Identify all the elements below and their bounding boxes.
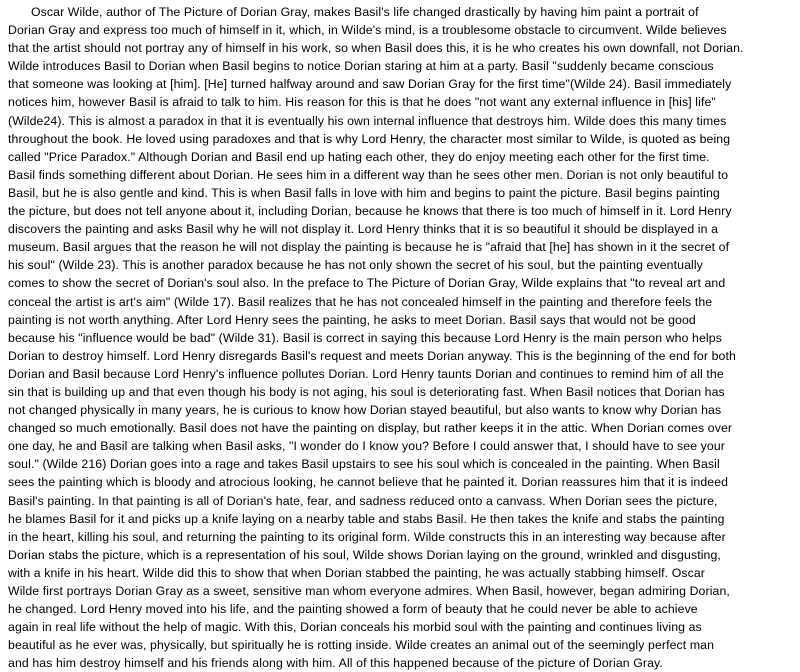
text-line: he changed. Lord Henry moved into his life, and the painting showed a form of beauty that he could never be able to achieve bbox=[8, 602, 698, 617]
text-line: discovers the painting and asks Basil why he will not display it. Lord Henry thinks that it is so beautiful it should be displayed in a bbox=[8, 222, 719, 237]
text-line: Basil's painting. In that painting is all of Dorian's hate, fear, and sadness reduced onto a canvass. When Dorian sees the picture, bbox=[8, 493, 718, 508]
text-line: throughout the book. He loved using paradoxes and that is why Lord Henry, the character most similar to Wilde, is quoted as being bbox=[8, 131, 731, 146]
text-line: conceal the artist is art's aim" (Wilde 17). Basil realizes that he has not concealed himself in the painting and therefore feels the bbox=[8, 294, 713, 309]
text-line: with a knife in his heart. Wilde did this to show that when Dorian stabbed the painting, he was actually stabbing himself. Oscar bbox=[8, 565, 706, 580]
text-line: not changed physically in many years, he is curious to know how Dorian stayed beautiful, but also wants to know why Dorian has bbox=[8, 403, 722, 418]
text-line: Wilde introduces Basil to Dorian when Basil begins to notice Dorian staring at him at a party. Basil "suddenly became conscious bbox=[8, 59, 714, 74]
text-line: Dorian and Basil because Lord Henry's influence pollutes Dorian. Lord Henry taunts Dorian and continues to remind him of all the bbox=[8, 366, 724, 381]
text-line: Basil, but he is also gentle and kind. This is when Basil falls in love with him and begins to paint the picture. Basil begins painting bbox=[8, 185, 720, 200]
text-line: he blames Basil for it and picks up a knife laying on a nearby table and stabs Basil. He then takes the knife and stabs the painting bbox=[8, 511, 725, 526]
text-line: museum. Basil argues that the reason he will not display the painting is because he is "afraid that [he] has shown in it the secret of bbox=[8, 240, 730, 255]
text-line: Wilde first portrays Dorian Gray as a sweet, sensitive man whom everyone admires. When Basil, however, began admiring Dorian, bbox=[8, 584, 730, 598]
text-line: one day, he and Basil are talking when Basil asks, "I wonder do I know you? Before I could answer that, I should have to see your bbox=[8, 439, 726, 454]
essay-paragraph bbox=[8, 3, 794, 672]
text-line: painting is not worth anything. After Lord Henry sees the painting, he asks to meet Dorian. Basil says that would not be good bbox=[8, 312, 696, 327]
text-line: that someone was looking at [him]. [He] turned halfway around and saw Dorian Gray for the first time"(Wilde 24). Basil immediately bbox=[8, 77, 732, 92]
text-line: soul." (Wilde 216) Dorian goes into a rage and takes Basil upstairs to see his soul which is concealed in the painting. When Basil bbox=[8, 457, 720, 472]
text-line: Dorian Gray and express too much of himself in it, which, in Wilde's mind, is a troublesome obstacle to circumvent. Wilde believes bbox=[8, 23, 727, 38]
text-line: that the artist should not portray any of himself in his work, so when Basil does this, it is he who creates his own downfall, not Dorian. bbox=[8, 41, 744, 56]
text-line: Dorian stabs the picture, which is a representation of his soul, Wilde shows Dorian laying on the ground, wrinkled and disgusting, bbox=[8, 547, 721, 562]
text-line: changed so much emotionally. Basil does not have the painting on display, but rather keeps it in the attic. When Dorian comes over bbox=[8, 421, 733, 436]
text-line: (Wilde24). This is almost a paradox in that it is eventually his own internal influence that destroys him. Wilde does this many times bbox=[8, 113, 727, 128]
text-line: his soul" (Wilde 23). This is another paradox because he has not only shown the secret of his soul, but the painting eventually bbox=[8, 258, 703, 273]
text-line: Basil finds something different about Dorian. He sees him in a different way than he sees other men. Dorian is not only beautiful to bbox=[8, 167, 729, 182]
text-line: called "Price Paradox." Although Dorian and Basil end up hating each other, they do enjoy meeting each other for the first time. bbox=[8, 149, 710, 164]
text-line: and has him destroy himself and his friends along with him. All of this happened because of the picture of Dorian Gray. bbox=[8, 656, 663, 671]
text-line: Oscar Wilde, author of The Picture of Dorian Gray, makes Basil's life changed drastically by having him paint a portrait of bbox=[31, 5, 699, 19]
text-line: in the heart, killing his soul, and returning the painting to its original form. Wilde constructs this in an interesting way because after bbox=[8, 529, 726, 544]
text-line: Dorian to destroy himself. Lord Henry disregards Basil's request and meets Dorian anyway. This is the beginning of the end for both bbox=[8, 348, 736, 363]
text-line: again in real life without the help of magic. With this, Dorian conceals his morbid soul with the painting and continues living as bbox=[8, 620, 702, 635]
text-line: the picture, but does not tell anyone about it, including Dorian, because he knows that there is too much of himself in it. Lord Henry bbox=[8, 204, 732, 219]
text-line: notices him, however Basil is afraid to talk to him. His reason for this is that he does "not want any external influence in [his] life" bbox=[8, 95, 716, 110]
text-line: comes to show the secret of Dorian's soul also. In the preface to The Picture of Dorian Gray, Wilde explains that "to reveal art and bbox=[8, 276, 726, 291]
text-line: because his "influence would be bad" (Wilde 31). Basil is correct in saying this because Lord Henry is the main person who helps bbox=[8, 330, 722, 345]
text-line: beautiful as he ever was, physically, but spiritually he is rotting inside. Wilde creates an animal out of the seemingly perfect man bbox=[8, 638, 715, 653]
text-line: sin that is building up and that even though his body is not aging, his soul is deteriorating fast. When Basil notices that Dorian has bbox=[8, 384, 725, 399]
text-line: sees the painting which is bloody and atrocious looking, he cannot believe that he painted it. Dorian reassures him that it is indeed bbox=[8, 475, 729, 490]
